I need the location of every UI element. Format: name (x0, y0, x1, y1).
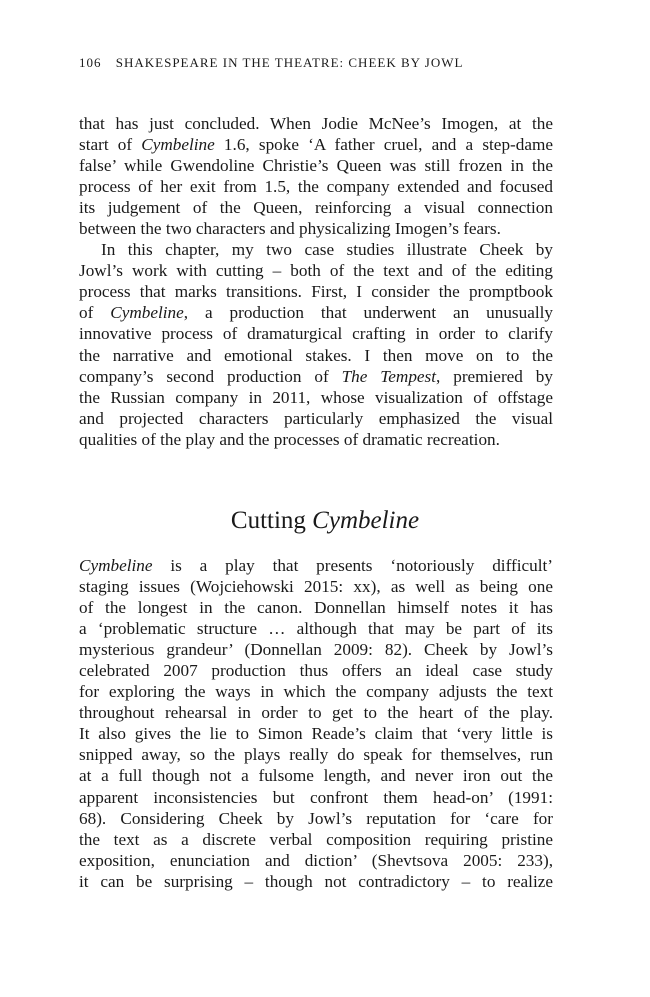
text-line: the narrative and emotional stakes. I then move on to the (79, 345, 553, 365)
text-line: qualities of the play and the processes of dramatic recreation. (79, 429, 500, 449)
text-line: for exploring the ways in which the company adjusts the text (79, 682, 553, 702)
running-head-title: SHAKESPEARE IN THE THEATRE: CHEEK BY JOWL (115, 55, 464, 70)
paragraph-1 (79, 113, 553, 239)
text-line: snipped away, so the plays really do speak for themselves, run (79, 745, 553, 765)
text-line: that has just concluded. When Jodie McNee’s Imogen, at the (79, 114, 553, 133)
section-heading-italic: Cymbeline (312, 507, 420, 534)
text-line: It also gives the lie to Simon Reade’s claim that ‘very little is (79, 724, 553, 744)
text-line: exposition, enunciation and diction’ (Shevtsova 2005: 233), (79, 850, 553, 870)
text-line: start of Cymbeline 1.6, spoke ‘A father cruel, and a step-dame (79, 135, 553, 155)
text-line: false’ while Gwendoline Christie’s Queen was still frozen in the (79, 156, 553, 176)
text-line: throughout rehearsal in order to get to the heart of the play. (79, 703, 553, 723)
text-line: process that marks transitions. First, I consider the promptbook (79, 282, 553, 302)
text-line: celebrated 2007 production thus offers an ideal case study (79, 661, 553, 681)
text-line: of Cymbeline, a production that underwent an unusually (79, 303, 553, 323)
text-line: apparent inconsistencies but confront them head-on’ (1991: (79, 787, 553, 807)
text-line: and projected characters particularly emphasized the visual (79, 408, 553, 428)
section-heading-roman: Cutting (230, 507, 313, 534)
page-number: 106 (79, 55, 102, 70)
body-text-bottom (79, 555, 553, 892)
text-line: the text as a discrete verbal composition requiring pristine (79, 829, 553, 849)
text-line: mysterious grandeur’ (Donnellan 2009: 82). Cheek by Jowl’s (79, 640, 553, 660)
text-line: it can be surprising – though not contradictory – to realize (79, 871, 553, 891)
text-line: 68). Considering Cheek by Jowl’s reputation for ‘care for (79, 808, 553, 828)
paragraph-2 (79, 239, 553, 449)
text-line: staging issues (Wojciehowski 2015: xx), as well as being one (79, 577, 553, 597)
text-line: its judgement of the Queen, reinforcing a visual connection (79, 198, 553, 218)
running-head (79, 55, 463, 71)
section-heading (0, 506, 650, 536)
text-line: at a full though not a fulsome length, and never iron out the (79, 766, 553, 786)
text-line: In this chapter, my two case studies illustrate Cheek by (101, 240, 553, 260)
body-text-top (79, 113, 553, 450)
paragraph-3 (79, 555, 553, 892)
text-line: company’s second production of The Tempest, premiered by (79, 366, 553, 386)
text-line: process of her exit from 1.5, the company extended and focused (79, 177, 553, 197)
text-line: innovative process of dramaturgical crafting in order to clarify (79, 324, 553, 344)
text-line: Jowl’s work with cutting – both of the text and of the editing (79, 261, 553, 281)
text-line: between the two characters and physicalizing Imogen’s fears. (79, 219, 501, 239)
text-line: the Russian company in 2011, whose visualization of offstage (79, 387, 553, 407)
text-line: of the longest in the canon. Donnellan himself notes it has (79, 598, 553, 618)
text-line: Cymbeline is a play that presents ‘notoriously difficult’ (79, 556, 553, 575)
text-line: a ‘problematic structure … although that may be part of its (79, 619, 553, 639)
